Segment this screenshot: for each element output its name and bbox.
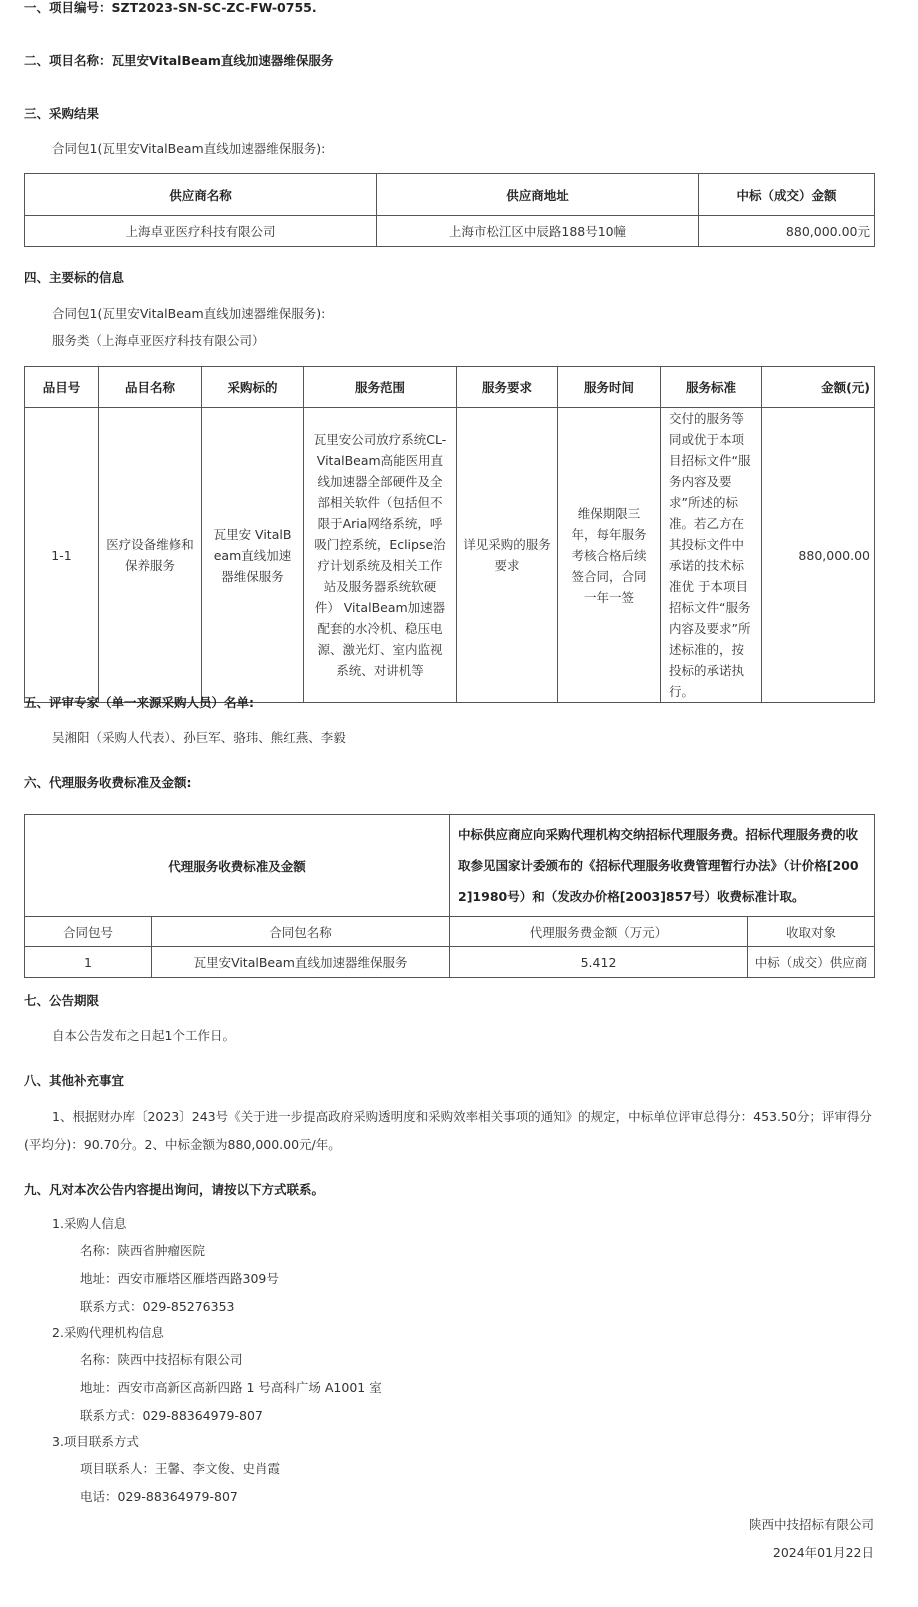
section-8-title: 八、其他补充事宜 xyxy=(24,1073,125,1088)
footer-organization: 陕西中技招标有限公司 xyxy=(748,1517,874,1532)
agent-info-title: 2.采购代理机构信息 xyxy=(52,1325,164,1340)
result-row xyxy=(25,216,875,247)
item-header-amount: 金额(元) xyxy=(762,367,875,408)
fee-standard-description: 中标供应商应向采购代理机构交纳招标代理服务费。招标代理服务费的收取参见国家计委颁布的《招标代理服务收费管理暂行办法》（计价格[2002]1980号）和（发改办价格[2003]857号）收费标准计取。 xyxy=(450,815,875,917)
section-3-title: 三、采购结果 xyxy=(24,106,100,121)
result-amount: 880,000.00元 xyxy=(699,216,875,247)
section-6-title: 六、代理服务收费标准及金额: xyxy=(24,775,192,790)
item-time: 维保期限三年，每年服务考核合格后续签合同，合同一年一签 xyxy=(558,408,661,703)
item-amount: 880,000.00 xyxy=(762,408,875,703)
item-scope: 瓦里安公司放疗系统CL-VitalBeam高能医用直线加速器全部硬件及全部相关软件（包括但不限于Aria网络系统，呼吸门控系统，Eclipse治疗计划系统及相关工作站及服务器系统软硬件） VitalBeam加速器配套的水冷机、稳压电源、激光灯、室内监视系统、对讲机等 xyxy=(304,408,457,703)
announcement-period: 自本公告发布之日起1个工作日。 xyxy=(52,1028,235,1043)
fee-header-package-name: 合同包名称 xyxy=(152,917,450,947)
buyer-address: 地址：西安市雁塔区雁塔西路309号 xyxy=(80,1271,279,1286)
section-4-package: 合同包1(瓦里安VitalBeam直线加速器维保服务): xyxy=(52,306,326,321)
fee-row xyxy=(25,947,875,978)
fee-payer: 中标（成交）供应商 xyxy=(748,947,875,978)
section-7-title: 七、公告期限 xyxy=(24,993,100,1008)
fee-header-payer: 收取对象 xyxy=(748,917,875,947)
item-row xyxy=(25,408,875,703)
project-name xyxy=(24,52,333,70)
footer-date: 2024年01月22日 xyxy=(772,1545,874,1560)
project-phone: 电话：029-88364979-807 xyxy=(80,1489,238,1504)
result-supplier: 上海卓亚医疗科技有限公司 xyxy=(25,216,377,247)
project-name-value: 瓦里安VitalBeam直线加速器维保服务 xyxy=(111,53,334,68)
item-header-time: 服务时间 xyxy=(558,367,661,408)
item-header-scope: 服务范围 xyxy=(304,367,457,408)
item-table xyxy=(24,366,875,703)
section-4-title: 四、主要标的信息 xyxy=(24,270,125,285)
section-9-title: 九、凡对本次公告内容提出询问，请按以下方式联系。 xyxy=(24,1182,325,1197)
item-header-standard: 服务标准 xyxy=(661,367,762,408)
item-header-row xyxy=(25,367,875,408)
section-5-title: 五、评审专家（单一来源采购人员）名单: xyxy=(24,695,254,710)
result-header-supplier: 供应商名称 xyxy=(25,174,377,216)
project-number-label: 一、项目编号： xyxy=(24,0,112,15)
item-standard: 交付的服务等同或优于本项目招标文件“服务内容及要求”所述的标准。若乙方在其投标文件中承诺的技术标准优 于本项目招标文件“服务内容及要求”所述标准的，按投标的承诺执行。 xyxy=(661,408,762,703)
section-3-package: 合同包1(瓦里安VitalBeam直线加速器维保服务): xyxy=(52,141,326,156)
buyer-name: 名称：陕西省肿瘤医院 xyxy=(80,1243,206,1258)
fee-table xyxy=(24,814,875,978)
fee-top-row xyxy=(25,815,875,917)
item-name: 医疗设备维修和保养服务 xyxy=(99,408,202,703)
section-4-category: 服务类（上海卓亚医疗科技有限公司） xyxy=(52,333,265,348)
item-header-subject: 采购标的 xyxy=(202,367,304,408)
result-header-amount: 中标（成交）金额 xyxy=(699,174,875,216)
buyer-info-title: 1.采购人信息 xyxy=(52,1216,127,1231)
fee-amount: 5.412 xyxy=(450,947,748,978)
agent-name: 名称：陕西中技招标有限公司 xyxy=(80,1352,243,1367)
result-address: 上海市松江区中辰路188号10幢 xyxy=(377,216,699,247)
result-header-row xyxy=(25,174,875,216)
item-header-name: 品目名称 xyxy=(99,367,202,408)
item-header-requirement: 服务要求 xyxy=(457,367,558,408)
expert-names: 吴湘阳（采购人代表）、孙巨军、骆玮、熊红燕、李毅 xyxy=(52,730,346,745)
fee-package-name: 瓦里安VitalBeam直线加速器维保服务 xyxy=(152,947,450,978)
item-header-no: 品目号 xyxy=(25,367,99,408)
fee-header-amount: 代理服务费金额（万元） xyxy=(450,917,748,947)
fee-package-no: 1 xyxy=(25,947,152,978)
fee-header-package-no: 合同包号 xyxy=(25,917,152,947)
agent-phone: 联系方式：029-88364979-807 xyxy=(80,1408,263,1423)
fee-standard-label: 代理服务收费标准及金额 xyxy=(25,815,450,917)
buyer-phone: 联系方式：029-85276353 xyxy=(80,1299,235,1314)
project-contact-title: 3.项目联系方式 xyxy=(52,1434,139,1449)
supplement-line-1: 1、根据财办库〔2023〕243号《关于进一步提高政府采购透明度和采购效率相关事项的通知》的规定，中标单位评审总得分：453.50分；评审得分 xyxy=(52,1109,872,1124)
item-no: 1-1 xyxy=(25,408,99,703)
project-contacts: 项目联系人：王馨、李文俊、史肖霞 xyxy=(80,1461,281,1476)
fee-header-row xyxy=(25,917,875,947)
result-header-address: 供应商地址 xyxy=(377,174,699,216)
project-number xyxy=(24,0,317,16)
project-name-label: 二、项目名称： xyxy=(24,53,112,68)
item-subject: 瓦里安 VitalBeam直线加速器维保服务 xyxy=(202,408,304,703)
supplement-line-2: (平均分)：90.70分。2、中标金额为880,000.00元/年。 xyxy=(24,1137,341,1152)
item-requirement: 详见采购的服务要求 xyxy=(457,408,558,703)
result-table xyxy=(24,173,875,247)
project-number-value: SZT2023-SN-SC-ZC-FW-0755. xyxy=(111,0,317,15)
agent-address: 地址：西安市高新区高新四路 1 号高科广场 A1001 室 xyxy=(80,1380,382,1395)
